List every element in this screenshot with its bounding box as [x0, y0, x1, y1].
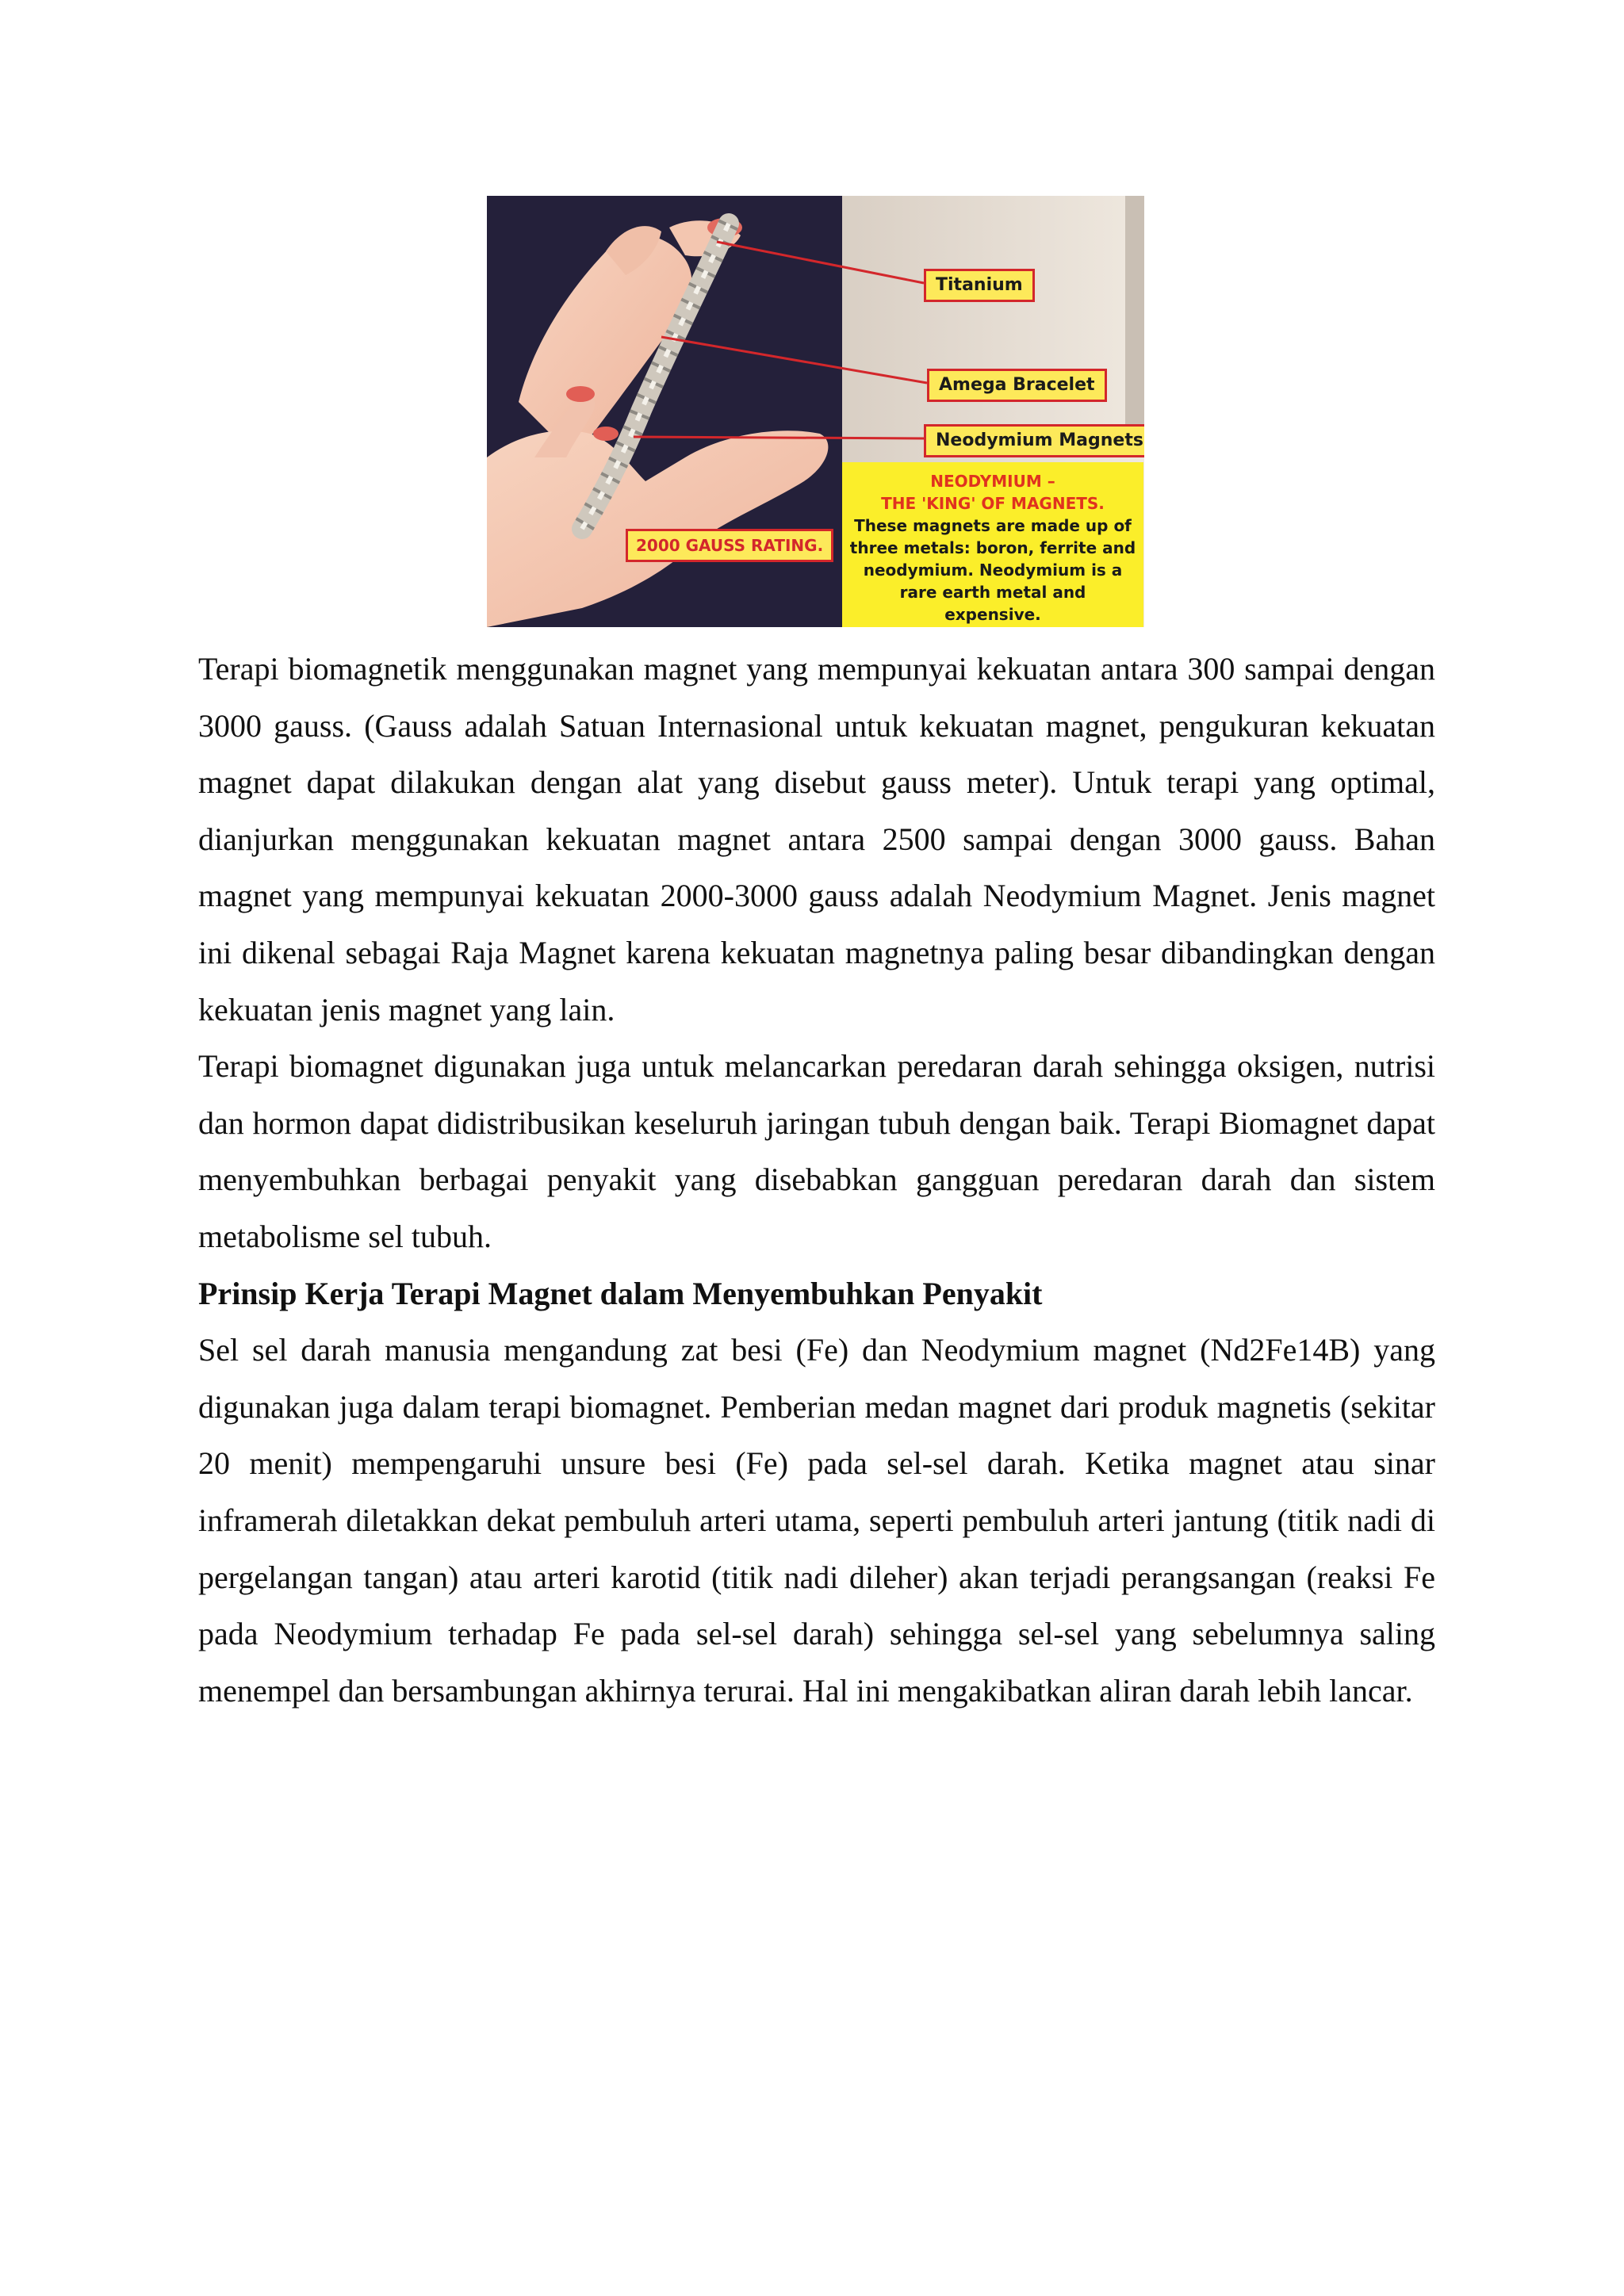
document-body	[198, 641, 1435, 1719]
neo-title-line-2: THE 'KING' OF MAGNETS.	[881, 494, 1105, 513]
neo-body-line: neodymium. Neodymium is a	[863, 561, 1123, 580]
bracelet-callout: Amega Bracelet	[927, 369, 1107, 402]
neodymium-pointer	[634, 437, 924, 438]
neo-title-line-1: NEODYMIUM –	[930, 472, 1055, 491]
section-heading: Prinsip Kerja Terapi Magnet dalam Menyembuhkan Penyakit	[198, 1275, 1043, 1311]
neo-body-line: three metals: boron, ferrite and	[849, 538, 1136, 557]
neodymium-info-box	[842, 462, 1143, 627]
paragraph-blood-circulation: Terapi biomagnet digunakan juga untuk melancarkan peredaran darah sehingga oksigen, nutrisi dan hormon dapat didistribusikan keseluruh jaringan tubuh dengan baik. Terapi Biomagnet dapat menyembuhkan berbagai penyakit yang disebabkan gangguan peredaran darah dan sistem metabolisme sel tubuh.	[198, 1048, 1435, 1254]
neo-body-line: These magnets are made up of	[854, 516, 1132, 535]
gauss-rating-label: 2000 GAUSS RATING.	[626, 529, 833, 562]
paragraph-working-principle: Sel sel darah manusia mengandung zat besi (Fe) dan Neodymium magnet (Nd2Fe14B) yang digunakan juga dalam terapi biomagnet. Pemberian medan magnet dari produk magnetis (sekitar 20 menit) mempengaruhi unsure besi (Fe) pada sel-sel darah. Ketika magnet atau sinar inframerah diletakkan dekat pembuluh arteri utama, seperti pembuluh arteri jantung (titik nadi di pergelangan tangan) atau arteri karotid (titik nadi dileher) akan terjadi perangsangan (reaksi Fe pada Neodymium terhadap Fe pada sel-sel darah) sehingga sel-sel yang sebelumnya saling menempel dan bersambungan akhirnya terurai. Hal ini mengakibatkan aliran darah lebih lancar.	[198, 1332, 1435, 1709]
neodymium-callout: Neodymium Magnets	[924, 424, 1144, 457]
neo-body-line: expensive.	[944, 605, 1041, 624]
bracelet-figure	[487, 196, 1144, 627]
titanium-callout: Titanium	[924, 269, 1035, 302]
neo-body-line: rare earth metal and	[899, 583, 1086, 602]
paragraph-biomagnetic-therapy: Terapi biomagnetik menggunakan magnet yang mempunyai kekuatan antara 300 sampai dengan 3000 gauss. (Gauss adalah Satuan Internasional untuk kekuatan magnet, pengukuran kekuatan magnet dapat dilakukan dengan alat yang disebut gauss meter). Untuk terapi yang optimal, dianjurkan menggunakan kekuatan magnet antara 2500 sampai dengan 3000 gauss. Bahan magnet yang mempunyai kekuatan 2000-3000 gauss adalah Neodymium Magnet. Jenis magnet ini dikenal sebagai Raja Magnet karena kekuatan magnetnya paling besar dibandingkan dengan kekuatan jenis magnet yang lain.	[198, 651, 1435, 1027]
